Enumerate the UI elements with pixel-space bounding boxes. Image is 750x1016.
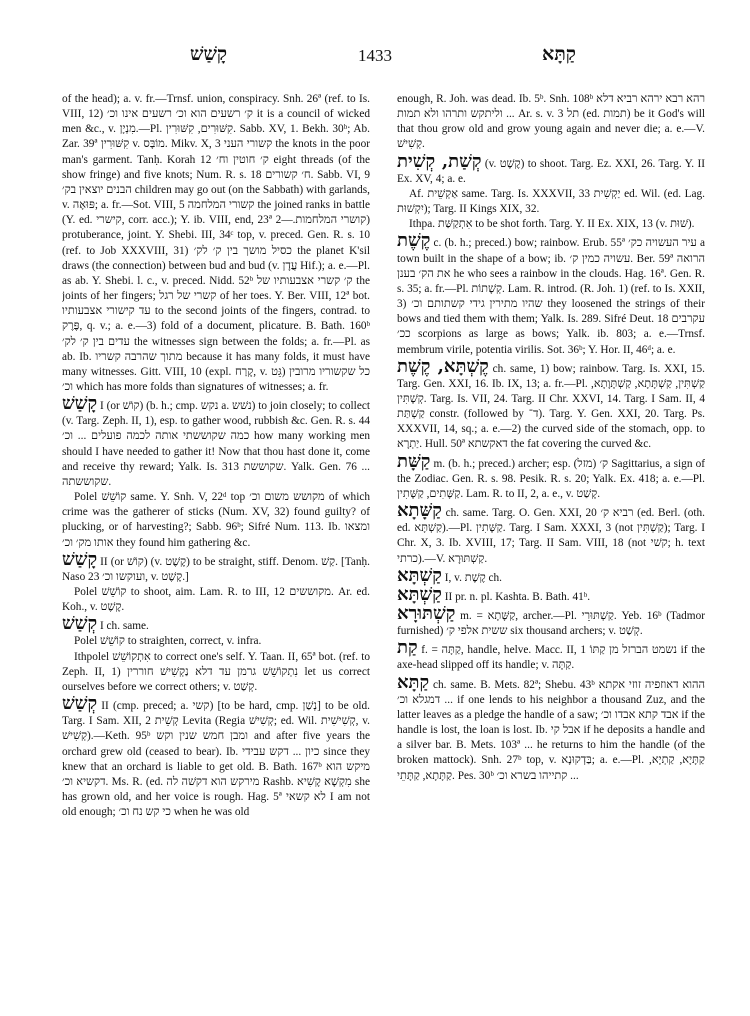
dictionary-entry [397,605,705,639]
entry-headword: קֶשֶׁת [397,230,431,252]
entry-text: ch. same. Targ. O. Gen. XXI, 20 רביא ק׳ (ed. Berl. (oth. ed. קַשְׁתָּא).—Pl. קַשָּׁתִין. Targ. I Sam. XXXI, 3 (not קַשְׁתִּין); Targ. I Chr. X, 3. Ib. XVIII, 17; Targ. II Sam. VIII, 18 (not קשׁי; h. text כרתי).—V. קַשְׁתּוּרָא. [397,507,705,565]
dictionary-entry [62,695,370,820]
entry-text: Ithpolel אִתְקוֹשֵׁשׁ to correct one's self. Y. Taan. II, 65ª bot. (ref. to Zeph. II, 1) נִתְקוֹשֵׁשׁ גרמן עד דלא נַקְשִׁישׁ חוררין let us correct ourselves before we correct others; v. קְשַׁט. [62,650,370,693]
entry-paragraph [62,585,370,615]
dictionary-entry [397,232,705,357]
entry-text: ch. same. B. Mets. 82ª; Shebu. 43ᵇ ההוא דאוזפיה זוזי אקתא דמגלא וכ׳ ... if one lends to his neighbor a thousand Zuz, and the latter leaves as a pledge the handle of a saw; אבד קתא אבדו וכ׳ if the handle is lost, the loan is lost. Ib. אבל קי if he deposits a handle and a silver bar. B. Mets. 103ª ... he returns to him the handle (of the broken mattock). Snh. 27ᵇ top, v. בַּדְקוּנָא; a. e.—Pl. קַתָּיָא, קַתְיָא, קַתָּתָא, קַתָּתֵי. Pes. 30ᵇ קתייהו בשרא וכ׳ ... [397,678,705,782]
dictionary-entry [397,502,705,567]
entry-text: I (or קוֹשׁ) (b. h.; cmp. נקש a. נשׁש) to join closely; to collect (v. Targ. Zeph. II, 1), esp. to gather wood, rubbish &c. Gen. R. s. 44 כמה שקוששתי אותה לכמה פועלים ... וכ׳ how many working men should I have needed to gather it! Now that thou hast done it, come and receive thy reward; Yalk. Is. 313 שקוששת. Yalk. Gen. 76 ... שקוששתה. [62,400,370,488]
dictionary-entry [397,639,705,673]
entry-text: Polel קוֹשֵׁשׁ to shoot, aim. Lam. R. to III, 12 מקוששים. Ar. ed. Koh., v. קֶשֶׁט. [62,586,370,614]
entry-text: II (or קוֹשׁ) (v. קֶשֶׁט) to be straight, stiff. Denom. קַשׁ. [Tanḥ. Naso 23 ועוקשו וכ׳, v. קֶשֶׁט.] [62,555,370,583]
entry-headword: קָשַׁשׁ [62,393,98,415]
entry-text: f. = קַתָּה, handle, helve. Macc. II, 1 נשמט הברזל מן קַתּוֹ if the axe-head slipped off its handle; v. קַתָּה. [397,644,705,672]
entry-paragraph [397,217,705,232]
entry-headword: קָשַׁשׁ [62,548,98,570]
entry-paragraph [397,92,705,153]
entry-text: of the head); a. v. fr.—Trnsf. union, conspiracy. Snh. 26ª (ref. to Is. VIII, 12) ק׳ רשעים הוא וכ׳ רשעים אינו וכ׳ it is a council of wicked men &c., v. מִנְיָן.—Pl. קִשּׁוּרִים, קִשּׁוּרִין. Sabb. XV, 1. Bekh. 30ᵇ; Ab. Zar. 39ª קִשּׁוּרִין v. מוֹבָּס. Mikv. X, 3 קשורי העני the knots in the poor man's garment. Tanḥ. Korah 12 ק׳ חוטין וח׳ eight threads (of the show fringe) and five knots; Num. R. s. 18 ח׳ קשורים. Sabb. VI, 9 הבנים יוצאין בק׳ children may go out (on the Sabbath) with garlands, v. פּוּאָה; a. fr.—Sot. VIII, 5 קשורי המלחמה the joined ranks in battle (Y. ed. קישרי, corr. acc.); Y. ib. VIII, end, 23ª קושרי המלחמות.—2) protuberance, joint. Y. Shebi. III, 34ᶜ top, v. preced. Gen. R. s. 10 (ref. to Job XXXVIII, 31) כסיל מושך בין ק׳ לק׳ the planet K'sil draws (the connection) between bud and bud (v. עֲדָן Hif.); a. e.—Pl. as ab. Y. Shebi. l. c., v. preced. Nidd. 52ᵇ ק׳ קשרי אצבעותיו של the joints of her fingers; קשרי של רגל of her toes. Y. Ber. VIII, 12ª bot. עד קישורי אצבעותיו to the second joints of the fingers, contrad. to פֶּרֶק, q. v.; a. e.—3) fold of a document, plicature. B. Bath. 160ᵇ עדים בין ק׳ לק׳ the witnesses sign between the folds; a. fr.—Pl. as ab. Ib. מתוך שהרבה קשריו because it has many folds, it must have many witnesses. Gitt. VIII, 10 (expl. קָרַח, v. גֵּט) כל שקשוריו מרובין וכ׳ which has more folds than signatures of witnesses; a. fr. [62,93,370,393]
dictionary-entry [397,450,705,502]
dictionary-entry [397,671,705,784]
entry-text: (v. קֶשֶׁט) to shoot. Targ. Ez. XXI, 26. Targ. Y. II Ex. XV, 4; a. e. [397,157,705,185]
entry-text: Af. אַקְשֵׁית same. Targ. Is. XXXVII, 33 יַקְשִׁית ed. Wil. (ed. Lag. יִקְשׁוּת); Targ. II Kings XIX, 32. [397,187,705,216]
entry-headword: קְשַׁת, קְשִׁית [397,150,482,172]
entry-paragraph [62,92,370,395]
entry-text: m. = קַשָּׁתָא, archer.—Pl. קַשְׁתּוּרֵי. Yeb. 16ᵇ (Tadmor furnished) ששית אלפי ק׳ six thousand archers; v. קְשַׁט. [397,610,705,638]
entry-text: ch. same, 1) bow; rainbow. Targ. Is. XXI, 15. Targ. Gen. XXI, 16. Ib. IX, 13; a. fr.—Pl. קַשְׁתִּין, קַשְׁתָּתָא, קַשְׁתָּוָתָא, קְשָׁתִּין. Targ. Is. VII, 24. Targ. II Chr. XXVI, 14. Targ. I Sam. II, 4 קַשְׁתַּת constr. (followed by ד־). Targ. Y. Gen. XXI, 20. Targ. Ps. XXXVII, 14, sq.; a. e.—2) the curved side of the stomach, opp. to יַתְרָא. Hull. 50ª דאקשתא the fat covering the curved &c. [397,362,705,451]
page-header [0,44,750,68]
dictionary-entry [62,615,370,634]
entry-headword: קְשַׁשׁ [62,693,98,715]
entry-text: Polel קוֹשֵׁשׁ to straighten, correct, v. infra. [74,635,262,648]
entry-headword: קַשָּׁת [397,450,431,472]
entry-text: I, v. קֶשֶׁת ch. [444,571,502,584]
entry-text: m. (b. h.; preced.) archer; esp. ק׳ (מזל) Sagittarius, a sign of the Zodiac. Gen. R. s. 98. Pesik. R. s. 20; Yalk. Ex. 418; a. e.—Pl. קַשָּׁתִים, קַשָּׁתִין. Lam. R. to II, 2, a. e., v. קָשַׁט. [397,457,705,500]
left-column [62,92,370,1004]
right-column [397,92,705,1004]
header-right-catchword: קַתָּא [542,44,576,65]
entry-headword: קַשְׁתָּא [397,564,442,586]
entry-paragraph [62,650,370,695]
dictionary-entry [62,395,370,490]
entry-paragraph [62,634,370,649]
entry-text: c. (b. h.; preced.) bow; rainbow. Erub. 55ª עיר העשויה כק׳ a town built in the shape of a bow; ib. עשויה כמין ק׳. Ber. 59ª הרואה את הק׳ בענן he who sees a rainbow in the clouds. Hag. 16ª. Gen. R. s. 35; a. fr.—Pl. קְשָׁתוֹת. Lam. R. introd. (R. Joh. 1) (ref. to Is. XXII, 3) שהיו מתירין גידי קשתותם וכ׳ they loosened the strings of their bows and tied them with them; Yalk. Is. 289. Sifré Deut. 18 עקרבים ככ׳ scorpions as large as bows; Yalk. ib. 803; a. e.—Trnsf. membrum virile, potentia virilis. Sot. 36ᵇ; Y. Hor. II, 46ᵈ; a. e. [397,237,705,356]
entry-text: II (cmp. preced; a. קשי) [to be hard, cmp. נְשַׁן] to be old. Targ. I Sam. XII, 2 קְשֵׁית Levita (Regia קְשִׁישׁ; ed. Wil. קְשִׁישִׁית, v. קְשִׁישׁ).—Keth. 95ᵇ ומבן חמש שנין וקש and after five years the orchard grew old (ceased to bear). Ib. כיון ... דקש עבידי since they knew that an orchard is liable to get old. B. Bath. 167ᵇ מיקש הוא דקשיא וכ׳. Ms. R. (ed. מירקש הוא דקשׁה לה Rashb. מִקְשָׁא קָשִׁיא she has grown old, and her voice is rough. Hag. 5ª לא קשאי I am not old enough; כי קש נח וכ׳ when he was old [62,700,370,819]
entry-text: II pr. n. pl. Kashta. B. Bath. 41ᵇ. [444,590,591,603]
entry-headword: קַת [397,637,418,659]
entry-text: I ch. same. [99,620,149,633]
dictionary-entry [397,150,705,187]
entry-text: Ithpa. אִתְקַשַּׁת to be shot forth. Targ. Y. II Ex. XIX, 13 (v. שׁוּת). [409,218,695,231]
entry-headword: קְשַׁשׁ [62,613,98,635]
entry-headword: קַשְׁתּוּרָא [397,603,456,624]
entry-headword: קַשָּׁתָא [397,500,442,522]
dictionary-entry [62,548,370,585]
entry-text: Polel קוֹשֵׁשׁ same. Y. Snh. V, 22ᵈ top מקושש משום וכ׳ of which crime was the gatherer of sticks (Num. XV, 32) found guilty? of plucking, or of harvesting?; Sabb. 96ᵇ; Sifré Num. 113. Ib. ומצאו אותו מק׳ וכ׳ they found him gathering &c. [62,491,370,549]
entry-paragraph [397,187,705,217]
dictionary-entry [397,564,705,586]
header-left-catchword: קָשַׁשׁ [190,44,228,65]
page-number: 1433 [358,46,392,65]
entry-headword: קַשְׁתָּא [397,583,442,605]
entry-text: enough, R. Joh. was dead. Ib. 5ᵇ. Snh. 108ᵇ רהא רבא ירהא רביא דלא ... וליתקש ותרהו ולא תמות Ar. s. v. תל 3 (ed. תמות) be it God's will that thou grow old and grow young again and never die; a. e.—V. קְשִׁישׁ. [397,93,705,151]
dictionary-entry [397,355,705,453]
entry-paragraph [62,490,370,551]
entry-headword: קַתָּא [397,671,430,693]
entry-headword: קֶשְׁתָּא, קֶשֶׁת [397,355,489,377]
